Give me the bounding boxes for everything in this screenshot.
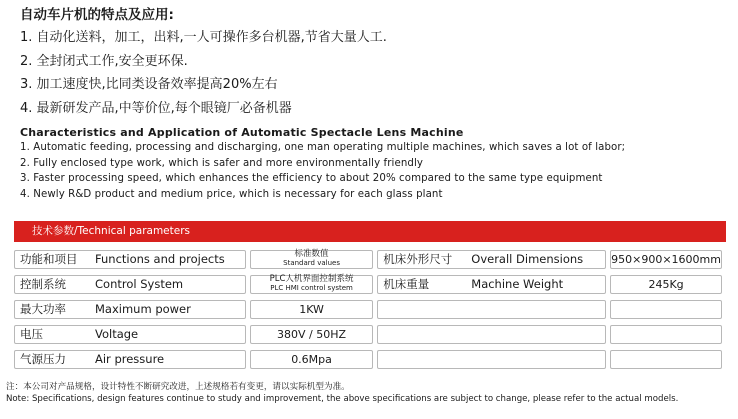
param-label (377, 325, 606, 344)
feature-item-en: 1. Automatic feeding, processing and discharging, one man operating multiple machines, which saves a lot of labor; (20, 142, 626, 153)
table-row (14, 249, 726, 269)
param-label-zh: 机床重量 (383, 277, 430, 291)
param-value (610, 350, 722, 369)
param-label-zh: 控制系统 (20, 277, 66, 291)
param-value-sub: PLC HMI control system (270, 284, 353, 292)
feature-item-en: 4. Newly R&D product and medium price, which is necessary for each glass plant (20, 188, 443, 200)
param-value: 0.6Mpa (250, 350, 373, 369)
param-label-en: Air pressure (95, 352, 165, 366)
param-label-en: Control System (95, 277, 184, 291)
param-label-zh: 机床外形尺寸 (383, 252, 453, 266)
param-label-zh: 功能和项目 (20, 252, 78, 266)
param-label-en: Maximum power (95, 302, 191, 316)
feature-item-en: 2. Fully enclosed type work, which is safer and more environmentally friendly (20, 157, 424, 169)
param-value (610, 300, 722, 319)
param-value (250, 250, 373, 269)
param-value: 245Kg (610, 275, 722, 294)
table-row (14, 274, 726, 294)
spec-table (14, 244, 726, 374)
param-label-en: Voltage (95, 327, 139, 341)
feature-item-en: 3. Faster processing speed, which enhances the efficiency to about 20% compared to the same type equipment (20, 173, 603, 184)
footnote-zh: 注：本公司对产品规格，设计特性不断研究改进，上述规格若有变更，请以实际机型为准。 (6, 382, 350, 392)
feature-item-zh: 3. 加工速度快,比同类设备效率提高20%左右 (20, 77, 278, 92)
param-label (14, 325, 246, 344)
features-title-en: Characteristics and Application of Automatic Spectacle Lens Machine (20, 126, 464, 139)
param-label (14, 275, 246, 294)
param-value (610, 325, 722, 344)
param-label-zh: 气源压力 (20, 352, 66, 366)
param-value: 950×900×1600mm (610, 250, 722, 269)
param-value-main: PLC人机界面控制系统 (269, 274, 354, 284)
param-label-en: Overall Dimensions (471, 252, 584, 266)
feature-item-zh: 2. 全封闭式工作,安全更环保. (20, 53, 188, 69)
param-label (14, 350, 246, 369)
feature-item-zh: 1. 自动化送料，加工，出料,一人可操作多台机器,节省大量人工. (20, 30, 387, 45)
technical-parameters-section (14, 221, 726, 374)
param-value: 1KW (250, 300, 373, 319)
param-label (14, 300, 246, 319)
features-section (20, 5, 720, 202)
param-label (377, 350, 606, 369)
param-label (377, 275, 606, 294)
footnote-en: Note: Specifications, design features continue to study and improvement, the above specifications are subject to change, please refer to the actual models. (6, 394, 679, 404)
param-label (377, 300, 606, 319)
param-label-zh: 电压 (20, 327, 43, 341)
param-value (250, 275, 373, 294)
table-row (14, 299, 726, 319)
param-label-zh: 最大功率 (20, 302, 66, 316)
param-label-en: Functions and projects (95, 252, 225, 266)
param-value-main: 标准数值 (294, 249, 329, 259)
feature-item-zh: 4. 最新研发产品,中等价位,每个眼镜厂必备机器 (20, 100, 292, 116)
param-label (377, 250, 606, 269)
table-row (14, 324, 726, 344)
footnote (6, 381, 678, 405)
param-value-sub: Standard values (283, 259, 340, 267)
table-row (14, 349, 726, 369)
param-value: 380V / 50HZ (250, 325, 373, 344)
param-label-en: Machine Weight (471, 277, 564, 291)
technical-parameters-header: 技术参数/Technical parameters (14, 221, 726, 242)
param-label (14, 250, 246, 269)
features-title-zh: 自动车片机的特点及应用: (20, 7, 174, 23)
